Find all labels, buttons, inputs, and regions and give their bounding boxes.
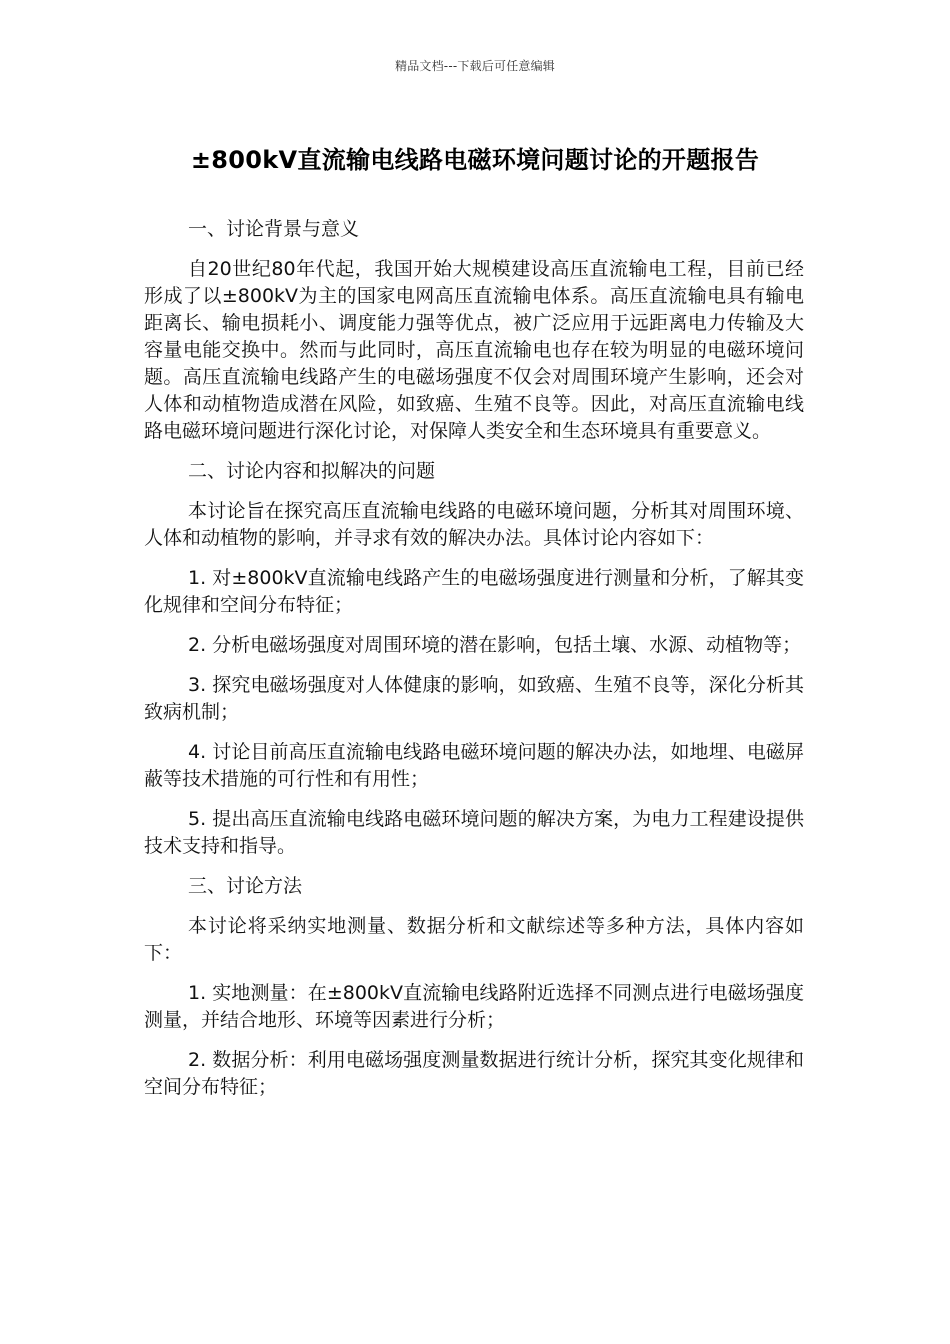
content-intro-paragraph: 本讨论旨在探究高压直流输电线路的电磁环境问题，分析其对周围环境、人体和动植物的影响，并寻求有效的解决办法。具体讨论内容如下：: [144, 500, 804, 549]
section-heading-background: 一、讨论背景与意义: [188, 218, 360, 240]
page-header: 精品文档---下载后可任意编辑: [395, 59, 555, 73]
background-paragraph: 自20世纪80年代起，我国开始大规模建设高压直流输电工程，目前已经形成了以±800kV为主的国家电网高压直流输电体系。高压直流输电具有输电距离长、输电损耗小、调度能力强等优点，被广泛应用于远距离电力传输及大容量电能交换中。然而与此同时，高压直流输电也存在较为明显的电磁环境问题。高压直流输电线路产生的电磁场强度不仅会对周围环境产生影响，还会对人体和动植物造成潜在风险，如致癌、生殖不良等。因此，对高压直流输电线路电磁环境问题进行深化讨论，对保障人类安全和生态环境具有重要意义。: [144, 258, 804, 442]
method-intro-paragraph: 本讨论将采纳实地测量、数据分析和文献综述等多种方法，具体内容如下：: [144, 915, 804, 964]
content-list-item: 5. 提出高压直流输电线路电磁环境问题的解决方案，为电力工程建设提供技术支持和指导。: [144, 808, 804, 857]
method-list-item: 1. 实地测量：在±800kV直流输电线路附近选择不同测点进行电磁场强度测量，并结合地形、环境等因素进行分析；: [144, 982, 804, 1031]
document-body: [144, 216, 804, 1114]
content-list-item: 1. 对±800kV直流输电线路产生的电磁场强度进行测量和分析，了解其变化规律和空间分布特征；: [144, 567, 804, 616]
document-title: ±800kV直流输电线路电磁环境问题讨论的开题报告: [190, 146, 760, 174]
method-list-item: 2. 数据分析：利用电磁场强度测量数据进行统计分析，探究其变化规律和空间分布特征；: [144, 1049, 804, 1098]
content-list-item: 2. 分析电磁场强度对周围环境的潜在影响，包括土壤、水源、动植物等；: [188, 634, 802, 656]
content-list-item: 3. 探究电磁场强度对人体健康的影响，如致癌、生殖不良等，深化分析其致病机制；: [144, 674, 804, 723]
section-heading-method: 三、讨论方法: [188, 875, 303, 897]
content-list-item: 4. 讨论目前高压直流输电线路电磁环境问题的解决办法，如地埋、电磁屏蔽等技术措施的可行性和有用性；: [144, 741, 804, 790]
section-heading-content: 二、讨论内容和拟解决的问题: [188, 460, 436, 482]
